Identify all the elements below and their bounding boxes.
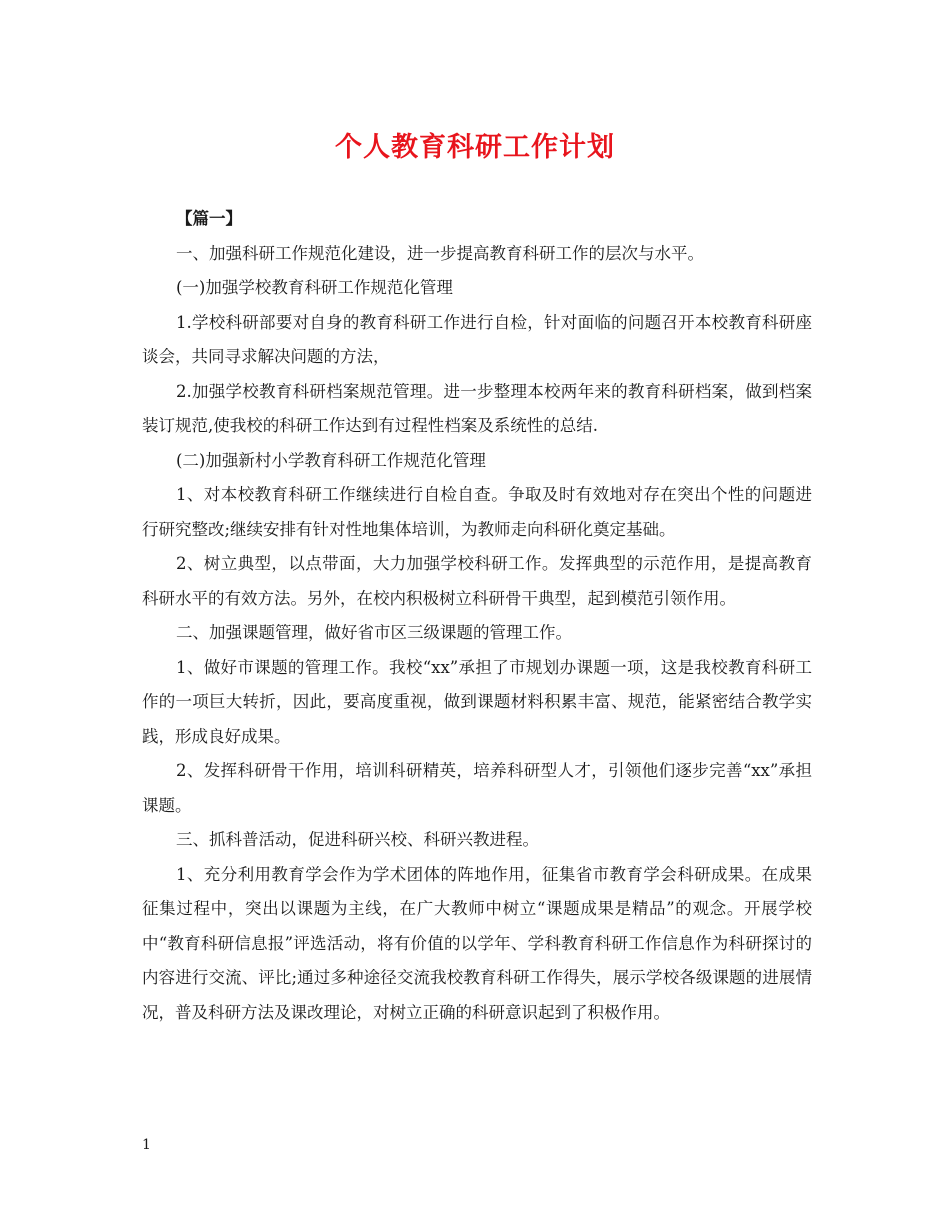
paragraph: 一、加强科研工作规范化建设，进一步提高教育科研工作的层次与水平。 <box>176 243 704 263</box>
paragraph: 二、加强课题管理，做好省市区三级课题的管理工作。 <box>176 623 572 642</box>
paragraph: (二)加强新村小学教育科研工作规范化管理 <box>176 450 486 470</box>
paragraph: 2、树立典型，以点带面，大力加强学校科研工作。发挥典型的示范作用，是提高教育科研水平的有效方法。另外，在校内积极树立科研骨干典型，起到模范引领作用。 <box>142 554 812 608</box>
page-number: 1 <box>142 1137 151 1153</box>
paragraph: 三、抓科普活动，促进科研兴校、科研兴教进程。 <box>176 830 539 849</box>
paragraph: 1、充分利用教育学会作为学术团体的阵地作用，征集省市教育学会科研成果。在成果征集过程中，突出以课题为主线，在广大教师中树立“课题成果是精品”的观念。开展学校中“教育科研信息报”评选活动，将有价值的以学年、学科教育科研工作信息作为科研探讨的内容进行交流、评比;通过多种途径交流我校教育科研工作得失，展示学校各级课题的进展情况，普及科研方法及课改理论，对树立正确的科研意识起到了积极作用。 <box>142 864 812 1022</box>
section-heading: 【篇一】 <box>176 209 242 228</box>
paragraph: 1、对本校教育科研工作继续进行自检自查。争取及时有效地对存在突出个性的问题进行研究整改;继续安排有针对性地集体培训，为教师走向科研化奠定基础。 <box>142 485 812 539</box>
paragraph: 2.加强学校教育科研档案规范管理。进一步整理本校两年来的教育科研档案，做到档案装订规范,使我校的科研工作达到有过程性档案及系统性的总结. <box>142 381 812 435</box>
paragraph: (一)加强学校教育科研工作规范化管理 <box>176 278 453 297</box>
paragraph: 2、发挥科研骨干作用，培训科研精英，培养科研型人才，引领他们逐步完善“xx”承担课题。 <box>142 761 812 815</box>
paragraph: 1.学校科研部要对自身的教育科研工作进行自检，针对面临的问题召开本校教育科研座谈会，共同寻求解决问题的方法， <box>142 312 812 366</box>
paragraph: 1、做好市课题的管理工作。我校“xx”承担了市规划办课题一项，这是我校教育科研工作的一项巨大转折，因此，要高度重视，做到课题材料积累丰富、规范，能紧密结合教学实践，形成良好成果。 <box>142 657 812 746</box>
document-body <box>142 202 812 1030</box>
document-title: 个人教育科研工作计划 <box>335 132 615 163</box>
